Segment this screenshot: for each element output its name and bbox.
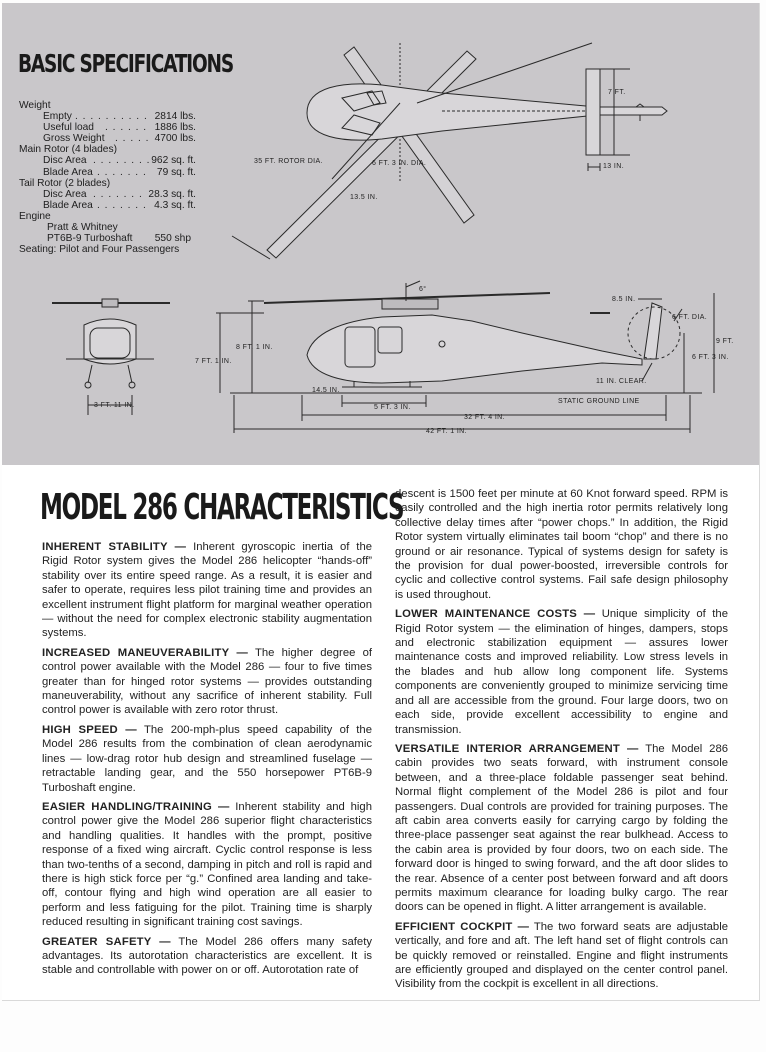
paragraph: LOWER MAINTENANCE COSTS — Unique simplicity of the Rigid Rotor system — the elimination of hinges, dampers, stops and electronic stabilization equipment — assures lower maintenance costs and improved reliability. Low stress levels in the blades and hub allow long component life. Systems components are conveniently grouped to minimize servicing time and all are accessible from the ground. Four large doors, two on each side, provide excellent accessibility to engine and transmission. xyxy=(395,608,728,736)
spec-row: Disc Area . . . . . . . . 962 sq. ft. xyxy=(43,155,196,167)
dim-tail-rotor-offset: 8.5 IN. xyxy=(612,296,636,303)
dim-tail-clear: 11 IN. CLEAR. xyxy=(596,378,647,385)
dim-mast-angle: 6° xyxy=(419,286,427,293)
paragraph: INCREASED MANEUVERABILITY — The higher degree of control power available with the Model 286 — four to five times greater than for hinged rotor systems — provides outstanding maneuverability, without any sacrifice of inherent stability. Full control power is available with zero rotor thrust. xyxy=(42,646,372,717)
specs-list xyxy=(19,100,209,255)
side-view xyxy=(216,281,714,433)
spec-row: Main Rotor (4 blades) xyxy=(19,144,117,156)
spec-row: Empty . . . . . . . . . . 2814 lbs. xyxy=(43,111,196,123)
top-view-rotor xyxy=(232,43,476,259)
characteristics-title: MODEL 286 CHARACTERISTICS xyxy=(40,487,404,528)
paragraph: INHERENT STABILITY — Inherent gyroscopic inertia of the Rigid Rotor system gives the Model 286 helicopter “hands-off” stability over its entire speed range. As a result, it is easier and safer to operate, requires less pilot training time and provides an excellent instrument flight platform for marginal weather operation — without the need for complex electronic stability augmentation systems. xyxy=(42,541,373,640)
spec-row: Tail Rotor (2 blades) xyxy=(19,177,111,189)
paragraph: descent is 1500 feet per minute at 60 Knot forward speed. RPM is easily controlled and the high inertia rotor permits relatively long collective delay times after “power chops.” In addition, the Rigid Rotor system virtually eliminates tail boom “chop” and there is no ground or air resonance. Typical of systems design for safety is the provision for dual power-boosted, irreversible controls for cyclic and collective control systems. Fail safe design philosophy is used throughout. xyxy=(395,488,728,601)
characteristics-right-column xyxy=(395,487,728,997)
dim-height-8ft: 8 FT. 1 IN. xyxy=(236,344,273,351)
paragraph: VERSATILE INTERIOR ARRANGEMENT — The Model 286 cabin provides two seats forward, with instrument console between, and a three-place foldable passenger seat behind. Normal flight complement of the Model 286 is pilot and four passengers. Dual controls are provided for training purposes. The aft cabin area converts easily for carrying cargo by folding the three-place passenger seat against the rear bulkhead. Access to the cabin area is provided by four doors, two on each side. The forward door is hinged to swing forward, and the aft door slides to the rear. Absence of a center post between forward and aft doors permits maximum clearance for loading bulky cargo. The rear doors can be opened in flight. A litter arrangement is available. xyxy=(395,742,729,914)
paragraph: GREATER SAFETY — The Model 286 offers many safety advantages. Its autorotation characteristics are excellent. It is stable and controllable with power on or off. Autorotation rate of xyxy=(42,935,372,977)
spec-row: Blade Area . . . . . . . 4.3 sq. ft. xyxy=(43,199,196,211)
dim-tail-height-top: 7 FT. xyxy=(608,89,626,96)
spec-row: Blade Area . . . . . . . 79 sq. ft. xyxy=(43,166,196,178)
spec-row: Useful load . . . . . . 1886 lbs. xyxy=(43,122,196,134)
characteristics-left-column xyxy=(42,540,372,983)
dim-ground-line: STATIC GROUND LINE xyxy=(558,398,640,405)
dim-tail-height-6ft: 6 FT. 3 IN. xyxy=(692,354,729,361)
dim-fuselage-len: 32 FT. 4 IN. xyxy=(464,414,505,421)
dim-front-gear: 3 FT. 11 IN. xyxy=(94,402,135,409)
dim-hub-dia: 6 FT. 3 IN. DIA. xyxy=(372,160,427,167)
specs-title: BASIC SPECIFICATIONS xyxy=(18,49,233,78)
dim-step: 14.5 IN. xyxy=(312,387,340,394)
dim-tail-rotor-dia: 6 FT. DIA. xyxy=(672,314,708,321)
paragraph: HIGH SPEED — The 200-mph-plus speed capability of the Model 286 results from the combination of clean aerodynamic lines — low-drag rotor hub design and streamlined fuselage — retractable landing gear, and the 550 horsepower PT6B-9 Turboshaft engine. xyxy=(42,723,372,794)
dim-gear-base: 5 FT. 3 IN. xyxy=(374,404,411,411)
paragraph: EFFICIENT COCKPIT — The two forward seats are adjustable vertically, and fore and aft. The left hand set of flight controls can be quickly removed or reinstalled. Engine and flight instruments are efficiently grouped and displayed on the center control panel. Visibility from the cockpit is excellent in all directions. xyxy=(395,920,728,991)
paragraph: EASIER HANDLING/TRAINING — Inherent stability and high control power give the Model 286 superior flight characteristics and handling qualities. It handles with the prompt, positive response of a fixed wing aircraft. Cyclic control response is less than two-tenths of a second, damping in pitch and roll is rapid and there is high stick force per “g.” Confined area landing and take-off, contour flying and high wind operation are all easier to perform and less fatiguing for the pilot. Training time is sharply reduced resulting in significant training cost savings. xyxy=(42,800,372,929)
spec-row: Weight xyxy=(19,100,51,111)
spec-row: Pratt & Whitney xyxy=(47,222,118,234)
dim-rotor-dia: 35 FT. ROTOR DIA. xyxy=(254,158,323,165)
front-view xyxy=(52,299,170,415)
spec-row: Seating: Pilot and Four Passengers xyxy=(19,244,180,256)
dim-tail-width: 13 IN. xyxy=(603,163,625,170)
brochure-page xyxy=(2,3,760,1001)
dim-blade-chord: 13.5 IN. xyxy=(350,194,378,201)
spec-row: Engine xyxy=(19,210,51,222)
specifications-panel xyxy=(2,3,759,465)
spec-row: Gross Weight . . . . . 4700 lbs. xyxy=(43,133,196,145)
dim-height-7ft: 7 FT. 1 IN. xyxy=(195,358,232,365)
dim-overall-len: 42 FT. 1 IN. xyxy=(426,428,467,435)
spec-row: PT6B-9 Turboshaft 550 shp xyxy=(47,233,191,245)
spec-row: Disc Area . . . . . . . 28.3 sq. ft. xyxy=(43,188,196,200)
dim-tail-height-9ft: 9 FT. xyxy=(716,338,734,345)
